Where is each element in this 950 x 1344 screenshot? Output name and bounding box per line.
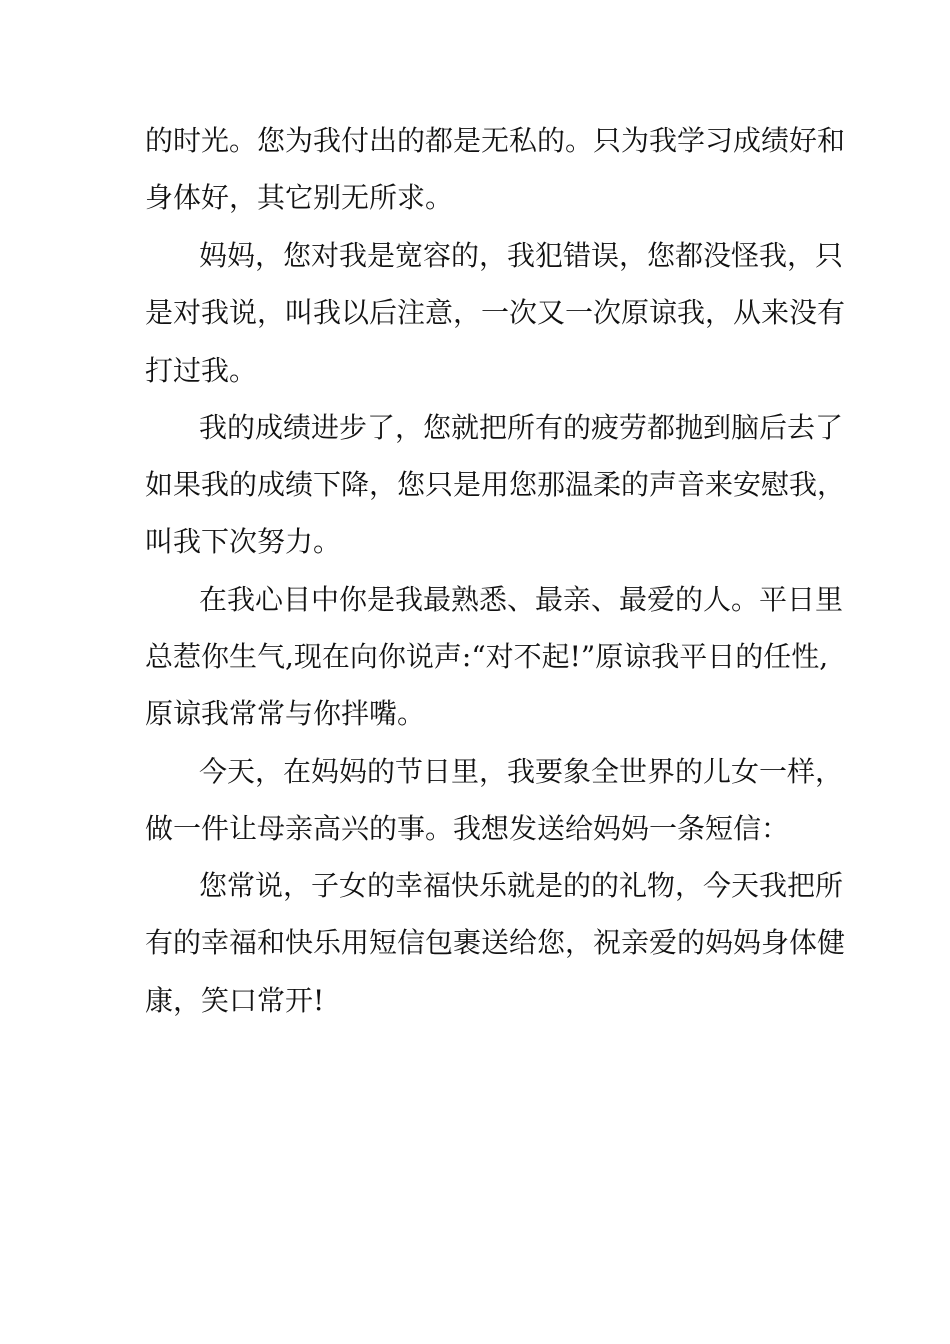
paragraph-start-line: 妈妈，您对我是宽容的，我犯错误，您都没怪我，只 [199, 239, 844, 272]
text-line: 如果我的成绩下降，您只是用您那温柔的声音来安慰我， [145, 468, 846, 501]
text-line: 康，笑口常开! [145, 984, 325, 1017]
text-line: 身体好，其它别无所求。 [145, 181, 454, 214]
paragraph-start-line: 在我心目中你是我最熟悉、最亲、最爱的人。平日里 [199, 583, 844, 616]
text-line: 是对我说，叫我以后注意，一次又一次原谅我，从来没有 [145, 296, 846, 329]
paragraph-start-line: 今天，在妈妈的节日里，我要象全世界的儿女一样， [199, 755, 844, 788]
text-line: 总惹你生气,现在向你说声:“对不起!”原谅我平日的任性, [145, 640, 829, 673]
text-line: 叫我下次努力。 [145, 525, 342, 558]
text-line: 的时光。您为我付出的都是无私的。只为我学习成绩好和 [145, 124, 846, 157]
text-line: 有的幸福和快乐用短信包裹送给您，祝亲爱的妈妈身体健 [145, 926, 846, 959]
paragraph-start-line: 您常说，子女的幸福快乐就是的的礼物，今天我把所 [199, 869, 844, 902]
text-line: 做一件让母亲高兴的事。我想发送给妈妈一条短信： [145, 812, 790, 845]
text-line: 打过我。 [145, 354, 258, 387]
text-line: 原谅我常常与你拌嘴。 [145, 697, 426, 730]
paragraph-start-line: 我的成绩进步了，您就把所有的疲劳都抛到脑后去了 [199, 411, 844, 444]
